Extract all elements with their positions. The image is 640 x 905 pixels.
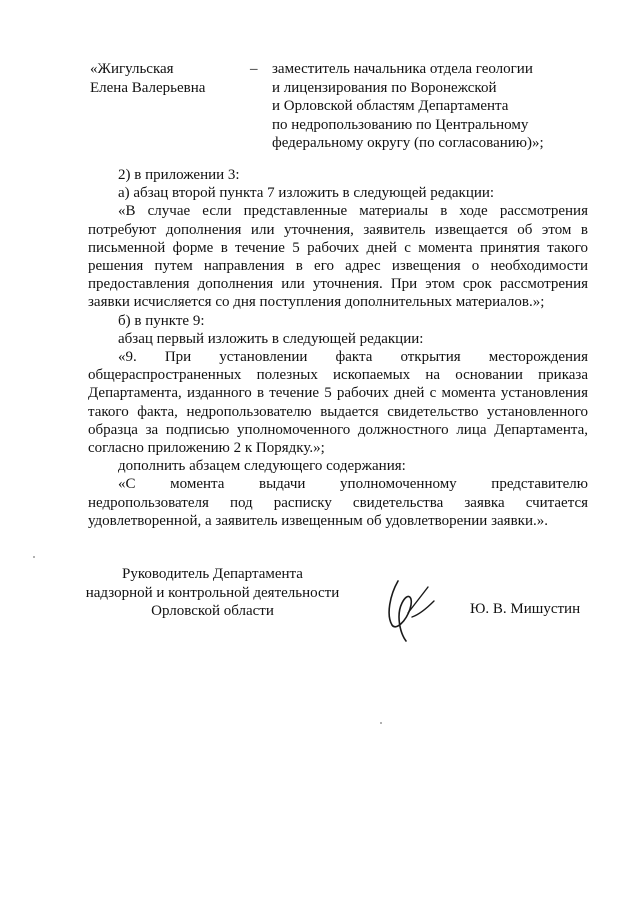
paragraph-appendix-3: 2) в приложении 3: [118, 167, 240, 183]
signatory-title [80, 565, 345, 621]
person-name [90, 60, 205, 98]
person-name-line: Елена Валерьевна [90, 80, 206, 96]
paragraph-quote-new: «С момента выдачи уполномоченному представителю недропользователя под расписку свидетельства заявка считается удовлетворенной, а заявитель извещенным об удовлетворении заявки.». [88, 476, 588, 529]
person-role-line: и Орловской областям Департамента [272, 98, 509, 114]
paragraph-first-para-intro: абзац первый изложить в следующей редакции: [118, 330, 424, 347]
paragraph-add-para-intro: дополнить абзацем следующего содержания: [118, 458, 406, 475]
signatory-title-line: Руководитель Департамента [122, 566, 303, 582]
signatory-name: Ю. В. Мишустин [470, 601, 581, 617]
signatory-title-line: надзорной и контрольной деятельности [85, 584, 340, 601]
person-role-line: по недропользованию по Центральному [272, 116, 529, 133]
person-dash: – [250, 61, 258, 77]
person-name-line: «Жигульская [90, 61, 174, 77]
person-role-line: федеральному округу (по согласованию)»; [272, 135, 544, 151]
signatory-title-line: Орловской области [151, 603, 274, 619]
scan-speck [33, 556, 35, 558]
person-role [272, 60, 572, 153]
paragraph-item-b: б) в пункте 9: [118, 312, 205, 329]
handwritten-signature [378, 575, 440, 645]
paragraph-item-a: а) абзац второй пункта 7 изложить в следующей редакции: [118, 185, 495, 202]
person-role-line: и лицензирования по Воронежской [272, 79, 497, 96]
document-body [88, 166, 588, 530]
person-role-line: заместитель начальника отдела геологии [272, 61, 533, 77]
paragraph-quote-item-7: «В случае если представленные материалы в ходе рассмотрения потребуют дополнения или уточнения, заявитель извещается об этом в письменной форме в течение 5 рабочих дней с момента принятия такого решения путем направления в его адрес извещения о необходимости предоставления дополнения или уточнения. При этом срок рассмотрения заявки исчисляется со дня поступления дополнительных материалов.»; [88, 203, 588, 311]
paragraph-quote-item-9: «9. При установлении факта открытия месторождения общераспространенных полезных ископаемых на основании приказа Департамента, изданного в течение 5 рабочих дней с момента установления такого факта, недропользователю выдается свидетельство установленного образца за подписью уполномоченного должностного лица Департамента, согласно приложению 2 к Порядку.»; [88, 349, 588, 457]
scan-speck [380, 722, 382, 724]
